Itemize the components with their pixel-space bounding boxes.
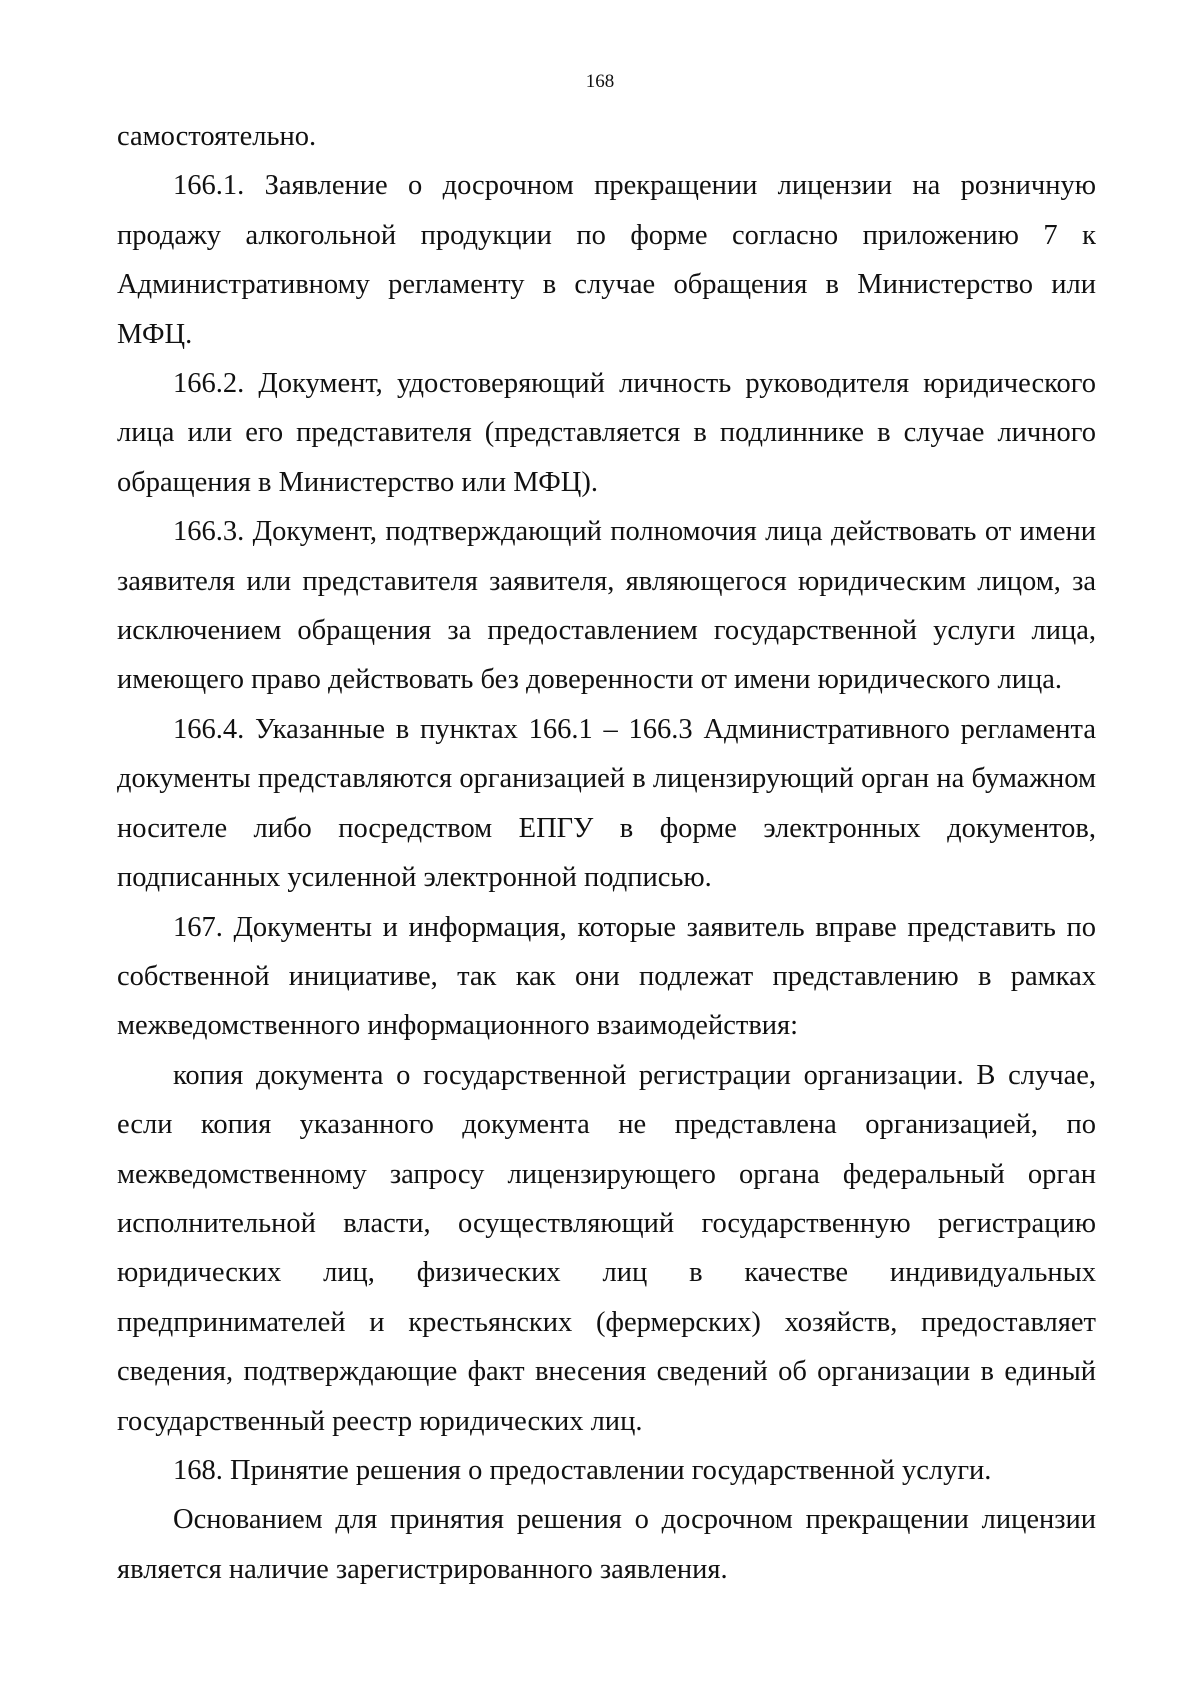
paragraph-166-1: 166.1. Заявление о досрочном прекращении лицензии на розничную продажу алкогольной продукции по форме согласно приложению 7 к Административному регламенту в случае обращения в Министерство или МФЦ. (117, 170, 1096, 350)
page-body (117, 112, 1096, 1594)
paragraph-168-basis: Основанием для принятия решения о досрочном прекращении лицензии является наличие зарегистрированного заявления. (117, 1504, 1096, 1585)
paragraph-167-item: копия документа о государственной регистрации организации. В случае, если копия указанного документа не представлена организацией, по межведомственному запросу лицензирующего органа федеральный орган исполнительной власти, осуществляющий государственную регистрацию юридических лиц, физических лиц в качестве индивидуальных предпринимателей и крестьянских (фермерских) хозяйств, предоставляет сведения, подтверждающие факт внесения сведений об организации в единый государственный реестр юридических лиц. (117, 1059, 1096, 1437)
paragraph-166-4: 166.4. Указанные в пунктах 166.1 – 166.3 Административного регламента документы представляются организацией в лицензирующий орган на бумажном носителе либо посредством ЕПГУ в форме электронных документов, подписанных усиленной электронной подписью. (117, 713, 1096, 894)
paragraph-166-2: 166.2. Документ, удостоверяющий личность руководителя юридического лица или его представителя (представляется в подлиннике в случае личного обращения в Министерство или МФЦ). (117, 368, 1096, 498)
paragraph-167: 167. Документы и информация, которые заявитель вправе представить по собственной инициативе, так как они подлежат представлению в рамках межведомственного информационного взаимодействия: (117, 911, 1096, 1042)
paragraph-166-3: 166.3. Документ, подтверждающий полномочия лица действовать от имени заявителя или представителя заявителя, являющегося юридическим лицом, за исключением обращения за предоставлением государственной услуги лица, имеющего право действовать без доверенности от имени юридического лица. (117, 516, 1096, 696)
paragraph-168: 168. Принятие решения о предоставлении государственной услуги. (173, 1454, 992, 1486)
page-number: 168 (585, 71, 615, 92)
paragraph-continuation: самостоятельно. (117, 121, 317, 152)
